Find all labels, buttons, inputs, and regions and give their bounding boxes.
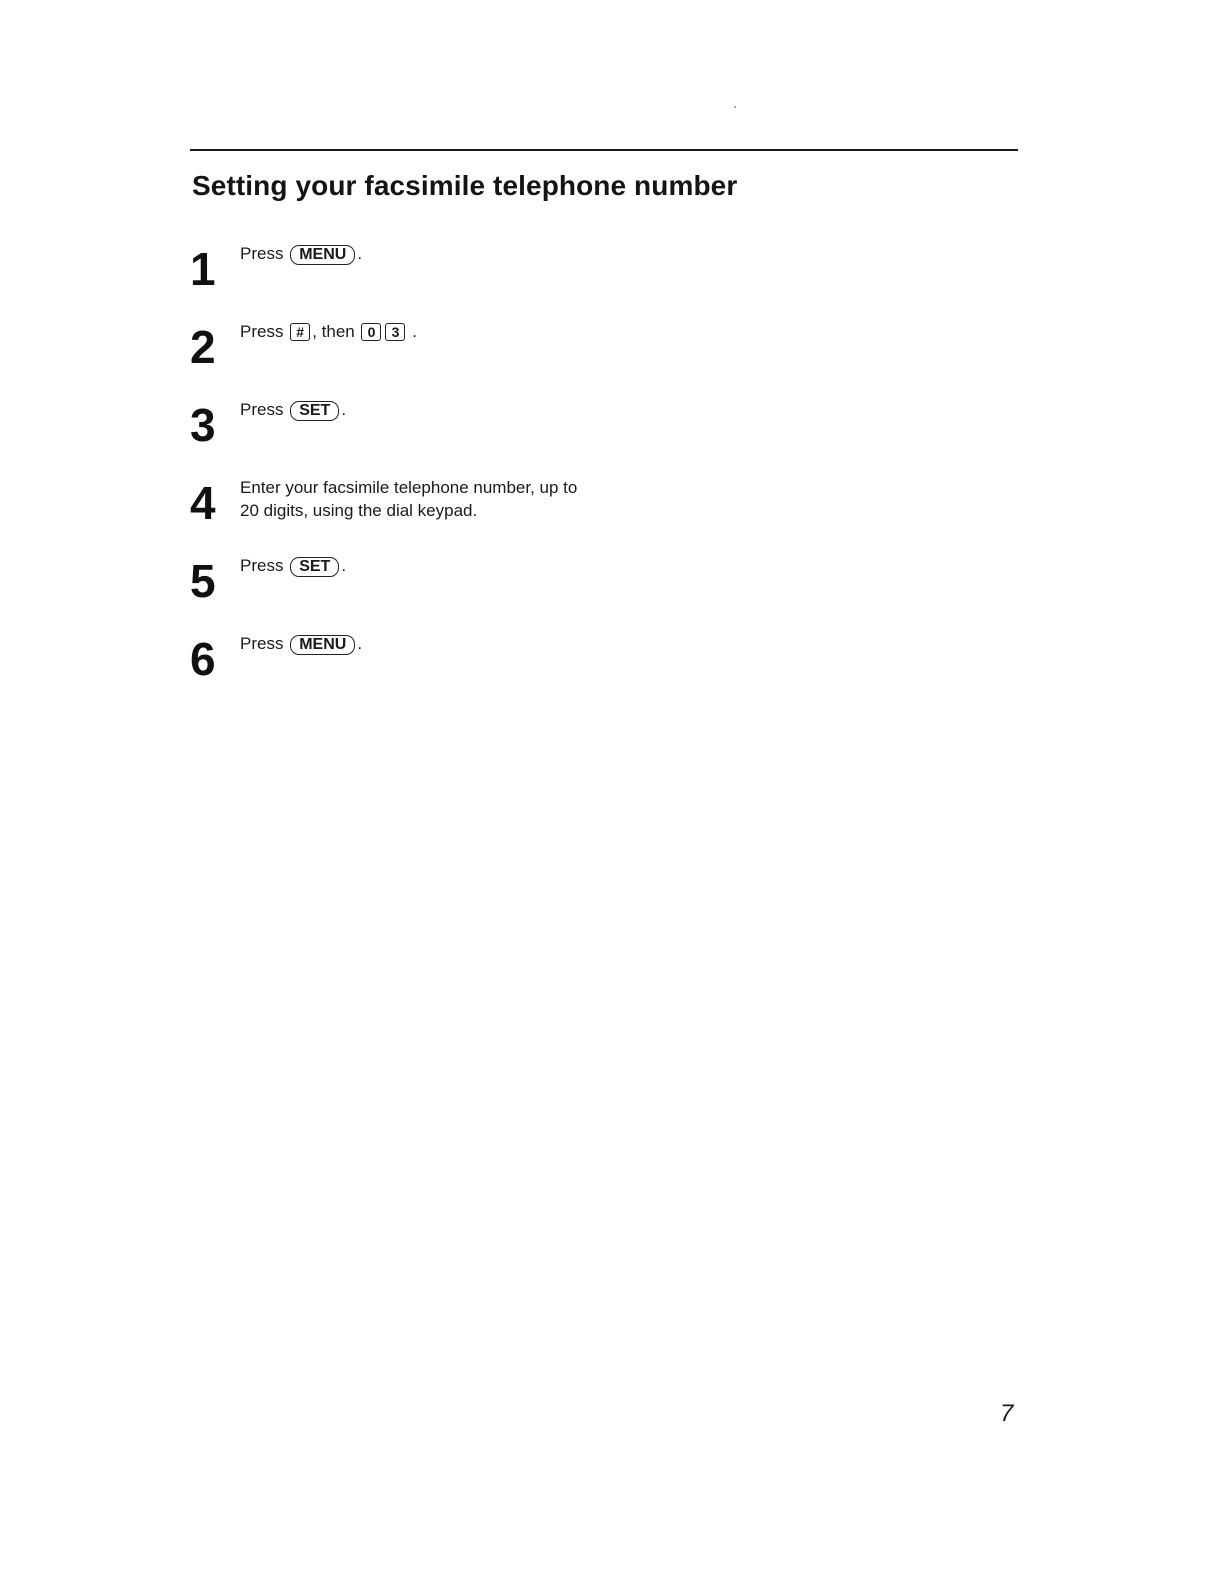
page-title: Setting your facsimile telephone number xyxy=(192,170,738,201)
step-instruction xyxy=(240,632,362,655)
step-instruction xyxy=(240,242,362,265)
step-text-end: . xyxy=(412,322,417,341)
step-instruction xyxy=(240,398,346,421)
scan-speck xyxy=(734,106,736,108)
step-text: Press xyxy=(240,634,284,653)
step-text-end: . xyxy=(341,556,347,575)
header-rule xyxy=(190,149,1018,151)
step-instruction xyxy=(240,554,346,577)
step-3 xyxy=(190,399,890,462)
step-text-end: . xyxy=(357,634,363,653)
step-line-2: 20 digits, using the dial keypad. xyxy=(240,501,478,520)
step-instruction xyxy=(240,320,417,343)
page-number: 7 xyxy=(1000,1400,1014,1427)
step-text: Press xyxy=(240,556,284,575)
set-key: SET xyxy=(290,401,339,421)
step-text: Press xyxy=(240,400,284,419)
menu-key: MENU xyxy=(290,245,355,265)
step-5 xyxy=(190,555,890,618)
three-key: 3 xyxy=(385,323,405,341)
step-6 xyxy=(190,633,890,696)
hash-key: # xyxy=(290,323,310,341)
step-instruction xyxy=(240,476,577,522)
step-number: 1 xyxy=(190,243,216,295)
step-text: Press xyxy=(240,322,284,341)
menu-key: MENU xyxy=(290,635,355,655)
step-number: 6 xyxy=(190,633,216,685)
step-text-end: . xyxy=(357,244,363,263)
set-key: SET xyxy=(290,557,339,577)
step-line-1: Enter your facsimile telephone number, up to xyxy=(240,478,578,497)
step-number: 5 xyxy=(190,555,216,607)
step-number: 3 xyxy=(190,399,216,451)
step-number: 2 xyxy=(190,321,216,373)
step-1 xyxy=(190,243,890,306)
step-text-end: . xyxy=(341,400,347,419)
step-2 xyxy=(190,321,890,384)
step-text-mid: , then xyxy=(312,322,355,341)
zero-key: 0 xyxy=(361,323,381,341)
step-4 xyxy=(190,477,890,540)
step-number: 4 xyxy=(190,477,216,529)
step-text: Press xyxy=(240,244,284,263)
